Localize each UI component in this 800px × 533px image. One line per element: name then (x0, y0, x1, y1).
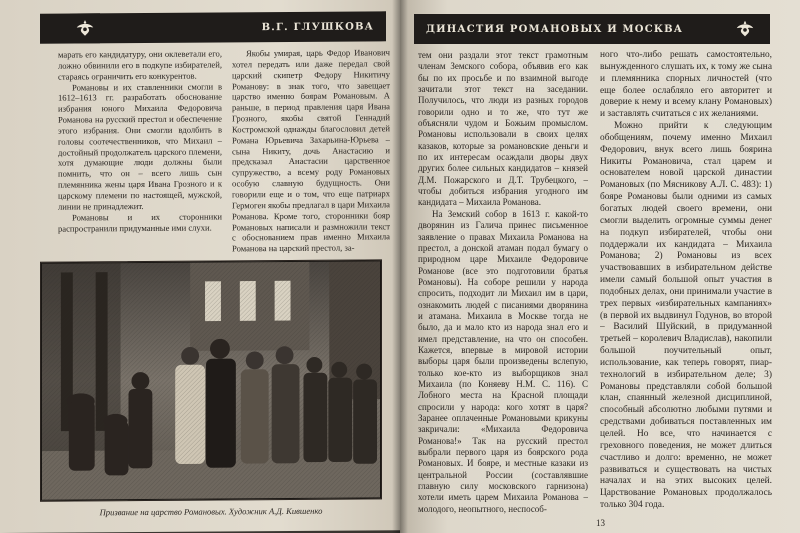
left-running-head: В.Г. ГЛУШКОВА (261, 20, 374, 33)
paragraph: На Земский собор в 1613 г. какой-то дворянин из Галича принес письменное заявление о правах Михаила Романова на престол, а донской атаман подал бумагу о природном царе Михаиле Федоровиче Романове (все это подготовили братья Романовы). На соборе решили у народа спросить, подходит ли Михаил им в цари, ознакомить людей с писаниями дворянина и атамана. Михаила в Москве тогда не было, да и мало кто из народа знал его и имел представление, на что он способен. Кажется, впервые в мировой истории выборы царя были произведены вслепую, только кое-кто из выборщиков знал Михаила (по Коняеву Н.М. С. 116). С Лобного места на Красной площади спросили у народа: кого хотят в царя? Заранее оплаченные Романовыми крикуны закричали: «Михаила Федоровича Романова!» Так на русский престол выбрали первого царя из боярского рода Романовых. И бояре, и местные казаки из центральной России (составлявшие главную силу московского гарнизона) хотели иметь царем Михаила Романова – молодого, неопытного, неспособ- (418, 208, 588, 514)
right-column-2 (600, 50, 772, 512)
paragraph: Можно прийти к следующим обобщениям, почему именно Михаил Федорович, внук всего лишь боярина Никиты Романовича, стал царем и основателем новой царской династии Романовых (по Мясникову А.Л. С. 483): 1) бояре Романовы были одними из самых богатых людей своего времени, они смогли выделить огромные суммы денег на подкуп избирателей, чтобы они поддержали их кандидата – Михаила Романова; 2) Романовы из всех участвовавших в избирательном действе имели самый большой опыт участия в подобных делах, они принимали участие в трех первых «избирательных кампаниях» (в первой их выдвинул Годунов, во второй – Василий Шуйский, в придуманной третьей – королевич Владислав), накопили большой поучительный опыт, использование, как теперь говорят, пиар-технологий в избирательном деле; 3) Романовы представляли собой большой клан, спаянный железной дисциплиной, способный абсолютно любыми путями и средствами добиваться поставленных им целей. Но все, что начинается с греховного поведения, не может длиться счастливо и долго: временно, не может развиваться и существовать на чистых началах и на этих высоких целей. Царствование Романовых продолжалось только 304 года. (600, 121, 772, 511)
right-running-head: ДИНАСТИЯ РОМАНОВЫХ И МОСКВА (426, 23, 684, 35)
right-column-1 (418, 50, 588, 515)
engraving-illustration (40, 259, 382, 501)
left-column-1 (58, 48, 222, 233)
paragraph: ного что-либо решать самостоятельно, вынужденного слушать их, к тому же сына и племянника спорных личностей (что еще более ослабляло его авторитет и доверие к нему и всему клану Романовых) и заставлять считаться с их желаниями. (600, 50, 772, 120)
right-running-head-band (414, 14, 770, 44)
left-column-2 (232, 47, 390, 254)
paragraph: Романовы и их сторонники распространили придуманные ими слухи. (58, 211, 222, 234)
paragraph: Якобы умирая, царь Федор Иванович хотел передать или даже передал свой царский скипетр Федору Никитичу Романову: в знак того, что завещает царство именно боярам Романовым. А раньше, в период правления царя Ивана Грозного, якобы святой Геннадий Костромской однажды благословил детей Романа Юрьевича Захарьина-Юрьева – сына Никиту, дочь Анастасию и предсказал Анастасии царственное супружество, а всему роду Романовых особую славную будущность. Они говорили еще и о том, что еще патриарх Гермоген якобы предлагал в цари Михаила Романова. Кроме того, сторонники бояр Романовых написали и размножили текст с обоснованием прав именно Михаила Романова на царский престол, за- (232, 47, 390, 254)
left-running-head-band (40, 11, 386, 43)
paragraph: тем они раздали этот текст грамотным членам Земского собора, объявив его как бы по их просьбе и по взаимной выгоде зачитали этот текст на заседании. Получилось, что люди из разных городов говорили одно и то же, что тут же объясняли чудом и Божьим промыслом. Романовы использовали в своих целях казаков, которые за романовские деньги и по их интересам осаждали дворы двух других более сильных кандидатов – князей Д.М. Пожарского и Д.Т. Трубецкого, – чтобы добиться избрания угодного им кандидата – Михаила Романова. (418, 50, 588, 208)
page-number: 13 (596, 518, 605, 528)
right-page (400, 0, 800, 533)
illustration-caption: Призвание на царство Романовых. Художник А.Д. Кившенко (99, 505, 323, 518)
double-headed-eagle-icon (70, 13, 100, 43)
double-headed-eagle-icon (730, 14, 760, 44)
paragraph: марать его кандидатуру, они оклеветали его, ложно обвинили его в подкупе избирателей, стараясь ограничить его конкурентов. (58, 48, 222, 82)
paragraph: Романовы и их ставленники смогли в 1612–1613 гг. разработать обоснование избрания юного Михаила Федоровича Романова на русский престол и обеспечение этого избрания. Они смогли вдолбить в головы соотечественников, что Михаил – достойный продолжатель царского племени, хотя думающие люди должны были помнить, что он – всего лишь сын племянника жены царя Ивана Грозного и к царскому племени по настоящей, мужской, линии не принадлежит. (58, 80, 222, 212)
